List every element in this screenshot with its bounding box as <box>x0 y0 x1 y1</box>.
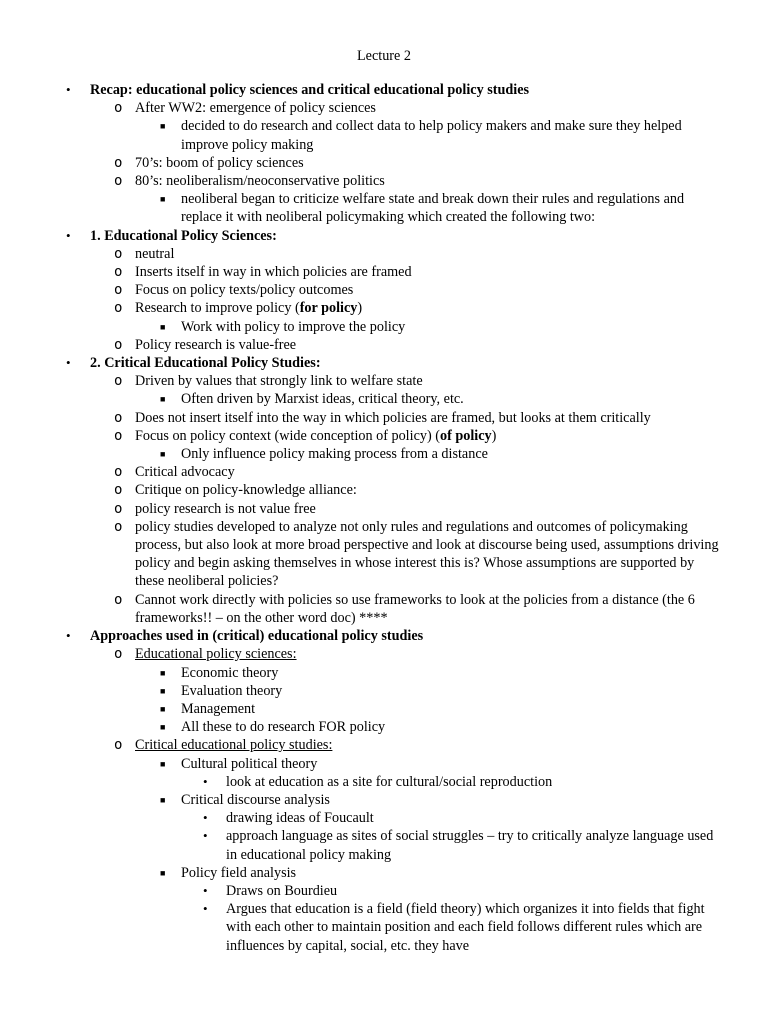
outline-item-text <box>181 755 726 773</box>
bullet-disc-icon: • <box>66 355 71 371</box>
text-run: approach language as sites of social struggles – try to critically analyze language used in educational policy making <box>226 828 714 863</box>
outline-item-text <box>181 664 726 682</box>
bullet-disc-icon: • <box>203 810 208 826</box>
text-run: policy studies developed to analyze not only rules and regulations and outcomes of policymaking process, but also look at more broad perspective and look at discourse being used, assumptions driving policy and begin asking themselves in whose interest this is? Whose assumptions are supported by these neoliberal policies? <box>135 518 719 590</box>
bullet-square-icon: ■ <box>160 449 166 460</box>
outline-item-text <box>181 445 726 463</box>
text-run: Policy research is value-free <box>135 336 297 353</box>
outline-item <box>0 354 768 372</box>
outline-item <box>0 190 768 226</box>
outline-item <box>0 245 768 263</box>
text-run: Focus on policy context (wide conception of policy) ( <box>135 427 440 444</box>
outline-item <box>0 336 768 354</box>
outline-item-text <box>181 718 726 736</box>
outline-item <box>0 809 768 827</box>
outline-item-text <box>135 427 725 445</box>
bullet-circle-icon: o <box>114 282 123 299</box>
outline-item <box>0 172 768 190</box>
bullet-disc-icon: • <box>66 227 71 243</box>
outline-item-text <box>135 336 725 354</box>
outline-item <box>0 463 768 481</box>
outline-item-text <box>135 481 725 499</box>
outline-item <box>0 791 768 809</box>
text-run: Policy field analysis <box>181 864 297 881</box>
outline-item <box>0 99 768 117</box>
bullet-circle-icon: o <box>114 373 123 390</box>
outline-item-text <box>226 882 726 900</box>
outline-item-text <box>226 827 726 863</box>
text-run: 80’s: neoliberalism/neoconservative politics <box>135 173 385 190</box>
outline-item <box>0 864 768 882</box>
bullet-circle-icon: o <box>114 245 123 262</box>
outline-item-text <box>90 627 680 645</box>
outline-item <box>0 900 768 955</box>
outline-item <box>0 409 768 427</box>
bullet-disc-icon: • <box>203 882 208 898</box>
text-run: of policy <box>439 427 492 444</box>
bullet-square-icon: ■ <box>160 667 166 678</box>
text-run: Management <box>181 700 256 717</box>
text-run: 1. Educational Policy Sciences: <box>90 227 277 244</box>
bullet-circle-icon: o <box>114 646 123 663</box>
outline-item-text <box>181 117 726 153</box>
text-run: drawing ideas of Foucault <box>226 810 374 827</box>
bullet-disc-icon: • <box>66 628 71 644</box>
outline-item <box>0 154 768 172</box>
bullet-circle-icon: o <box>114 427 123 444</box>
outline-item-text <box>135 463 725 481</box>
outline-item-text <box>181 390 726 408</box>
outline-item-text <box>135 645 725 663</box>
outline-item-text <box>135 372 725 390</box>
outline-item <box>0 591 768 627</box>
text-run: Approaches used in (critical) educational policy studies <box>90 628 424 645</box>
outline-item-text <box>90 81 680 99</box>
outline-item <box>0 882 768 900</box>
bullet-circle-icon: o <box>114 464 123 481</box>
text-run: 2. Critical Educational Policy Studies: <box>90 355 321 372</box>
page-title: Lecture 2 <box>357 48 411 64</box>
bullet-circle-icon: o <box>114 518 123 535</box>
text-run: Work with policy to improve the policy <box>181 318 406 335</box>
text-run: Driven by values that strongly link to welfare state <box>135 373 423 390</box>
outline-item <box>0 736 768 754</box>
bullet-circle-icon: o <box>114 482 123 499</box>
outline-item <box>0 445 768 463</box>
bullet-square-icon: ■ <box>160 685 166 696</box>
text-run: Focus on policy texts/policy outcomes <box>135 282 354 299</box>
outline-item-text <box>135 518 725 591</box>
outline-item-text <box>181 190 726 226</box>
bullet-circle-icon: o <box>114 173 123 190</box>
text-run: Critical discourse analysis <box>181 791 330 808</box>
text-run: Critical educational policy studies: <box>135 737 333 754</box>
outline-item-text <box>135 154 725 172</box>
bullet-square-icon: ■ <box>160 121 166 132</box>
text-run: Does not insert itself into the way in which policies are framed, but looks at them critically <box>135 409 651 426</box>
text-run: Cannot work directly with policies so use frameworks to look at the policies from a distance (the 6 frameworks!! – on the other word doc) **** <box>135 591 695 626</box>
text-run: decided to do research and collect data to help policy makers and make sure they helped improve policy making <box>181 118 682 153</box>
text-run: Critique on policy-knowledge alliance: <box>135 482 357 499</box>
bullet-circle-icon: o <box>114 591 123 608</box>
outline-item-text <box>135 99 725 117</box>
text-run: Only influence policy making process from a distance <box>181 446 488 463</box>
outline-item <box>0 773 768 791</box>
outline-item-text <box>135 299 725 317</box>
outline-item-text <box>135 281 725 299</box>
outline-item <box>0 390 768 408</box>
text-run: Inserts itself in way in which policies are framed <box>135 264 412 281</box>
lecture-outline <box>0 81 768 955</box>
outline-item <box>0 700 768 718</box>
outline-item <box>0 263 768 281</box>
bullet-square-icon: ■ <box>160 867 166 878</box>
text-run: neutral <box>135 245 175 262</box>
outline-item-text <box>181 791 726 809</box>
outline-item <box>0 281 768 299</box>
outline-item <box>0 227 768 245</box>
outline-item-text <box>135 736 725 754</box>
bullet-square-icon: ■ <box>160 394 166 405</box>
outline-item-text <box>226 773 726 791</box>
text-run: Often driven by Marxist ideas, critical theory, etc. <box>181 391 464 408</box>
bullet-square-icon: ■ <box>160 321 166 332</box>
outline-item <box>0 500 768 518</box>
outline-item-text <box>135 263 725 281</box>
outline-item <box>0 664 768 682</box>
outline-item-text <box>135 409 725 427</box>
text-run: look at education as a site for cultural/social reproduction <box>226 773 553 790</box>
outline-item <box>0 518 768 591</box>
outline-item <box>0 318 768 336</box>
text-run: Critical advocacy <box>135 464 235 481</box>
text-run: 70’s: boom of policy sciences <box>135 154 304 171</box>
text-run: Draws on Bourdieu <box>226 882 338 899</box>
bullet-square-icon: ■ <box>160 194 166 205</box>
text-run: After WW2: emergence of policy sciences <box>135 100 376 117</box>
outline-item <box>0 718 768 736</box>
outline-item-text <box>226 900 726 955</box>
outline-item-text <box>90 227 680 245</box>
outline-item <box>0 627 768 645</box>
outline-item <box>0 372 768 390</box>
text-run: ) <box>491 427 497 444</box>
text-run: ) <box>357 300 363 317</box>
outline-item-text <box>181 682 726 700</box>
outline-item <box>0 682 768 700</box>
text-run: Argues that education is a field (field theory) which organizes it into fields that fight with each other to maintain position and each field follows different rules which are influences by capital, social, etc. they have <box>226 901 705 954</box>
bullet-square-icon: ■ <box>160 794 166 805</box>
text-run: Cultural political theory <box>181 755 318 772</box>
outline-item-text <box>90 354 680 372</box>
bullet-disc-icon: • <box>66 82 71 97</box>
outline-item-text <box>135 172 725 190</box>
bullet-square-icon: ■ <box>160 722 166 733</box>
bullet-circle-icon: o <box>114 336 123 353</box>
outline-item-text <box>181 864 726 882</box>
outline-item <box>0 81 768 99</box>
bullet-circle-icon: o <box>114 409 123 426</box>
bullet-circle-icon: o <box>114 154 123 171</box>
bullet-circle-icon: o <box>114 264 123 281</box>
outline-item-text <box>135 500 725 518</box>
outline-item <box>0 299 768 317</box>
bullet-circle-icon: o <box>114 300 123 317</box>
outline-item-text <box>135 591 725 627</box>
text-run: Educational policy sciences: <box>135 646 297 663</box>
outline-item <box>0 117 768 153</box>
outline-item <box>0 481 768 499</box>
bullet-square-icon: ■ <box>160 703 166 714</box>
outline-item <box>0 427 768 445</box>
outline-item <box>0 645 768 663</box>
bullet-disc-icon: • <box>203 901 208 917</box>
text-run: Economic theory <box>181 664 279 681</box>
text-run: Evaluation theory <box>181 682 283 699</box>
text-run: All these to do research FOR policy <box>181 719 386 736</box>
bullet-circle-icon: o <box>114 100 123 117</box>
outline-item-text <box>226 809 726 827</box>
text-run: policy research is not value free <box>135 500 316 517</box>
outline-item-text <box>181 700 726 718</box>
outline-item-text <box>135 245 725 263</box>
bullet-circle-icon: o <box>114 500 123 517</box>
bullet-circle-icon: o <box>114 737 123 754</box>
text-run: Recap: educational policy sciences and critical educational policy studies <box>90 82 530 98</box>
bullet-disc-icon: • <box>203 773 208 789</box>
text-run: Research to improve policy ( <box>135 300 300 317</box>
outline-item <box>0 827 768 863</box>
bullet-square-icon: ■ <box>160 758 166 769</box>
outline-item-text <box>181 318 726 336</box>
bullet-disc-icon: • <box>203 828 208 844</box>
outline-item <box>0 755 768 773</box>
text-run: for policy <box>299 300 358 317</box>
text-run: neoliberal began to criticize welfare state and break down their rules and regulations and replace it with neoliberal policymaking which created the following two: <box>181 191 685 226</box>
